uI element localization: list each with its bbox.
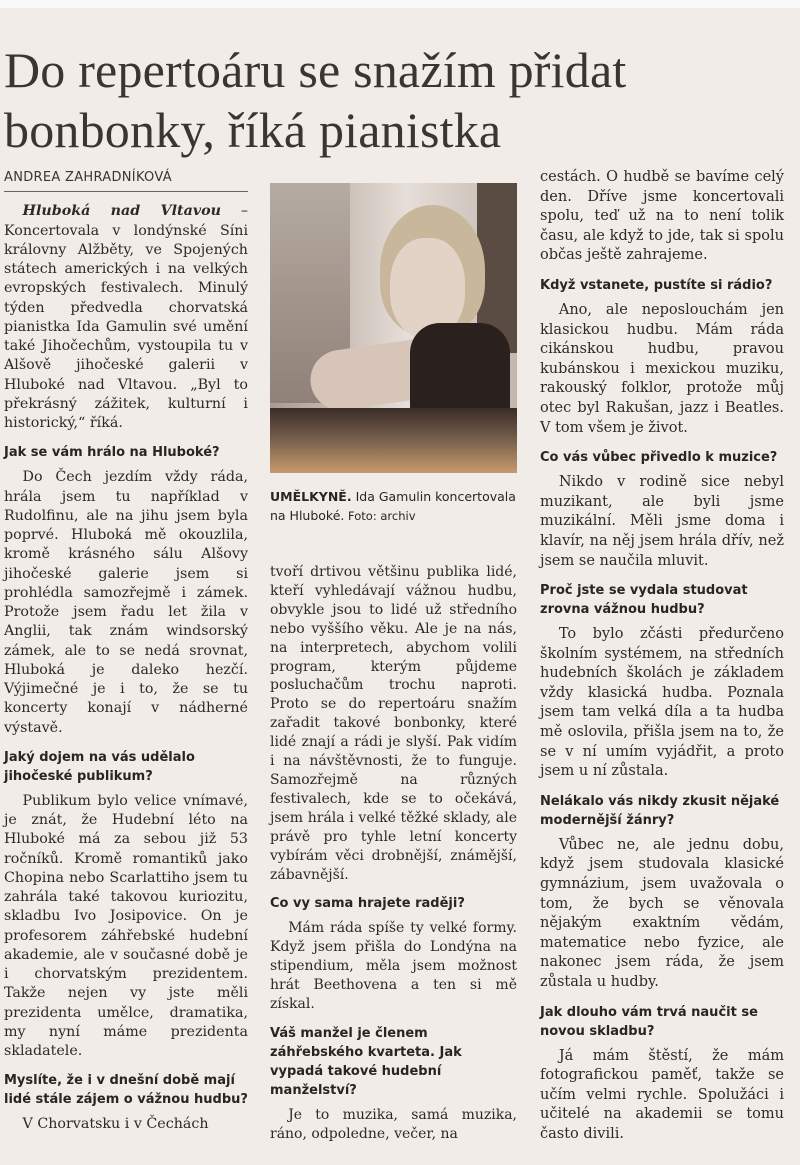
answer-7: Nikdo v rodině sice nebyl muzikant, ale byli jsme muzikální. Měli jsme doma i klavír, na něj jsem hrála dřív, než jsem se naučila mluvit. [540, 474, 784, 569]
photo-piano [270, 408, 517, 473]
dateline: Hluboká nad Vltavou [22, 203, 221, 220]
column-1 [4, 168, 248, 1145]
article-headline: Do repertoáru se snažím přidat bonbonky, říká pianistka [4, 42, 627, 158]
answer-6: Ano, ale neposlouchám jen klasickou hudbu. Mám ráda cikánskou hudbu, pravou kubánskou i mexickou muziku, rakouský folklor, protože můj otec byl Rakušan, jazz i Beatles. V tom všem je život. [540, 301, 784, 436]
question-8: Proč jste se vydala studovat zrovna vážnou hudbu? [540, 583, 748, 618]
question-2: Jaký dojem na vás udělalo jihočeské publikum? [4, 749, 195, 784]
pianist-photo [270, 183, 517, 473]
question-3: Myslíte, že i v dnešní době mají lidé stále zájem o vážnou hudbu? [4, 1073, 248, 1108]
answer-8: To bylo zčásti předurčeno školním systémem, na středních hudebních školách je základem vždy klasická hudba. Poznala jsem tam velká díla a ta hudba mě oslovila, přišla jsem na to, že se v ní umím vyjádřit, a proto jsem u ní zůstala. [540, 626, 784, 780]
answer-5-continued: cestách. O hudbě se bavíme celý den. Dříve jsme koncertovali spolu, teď už na to není tolik času, ale když to jde, tak si spolu občas ještě zahrajeme. [540, 169, 784, 264]
author-byline: ANDREA ZAHRADNÍKOVÁ [4, 168, 248, 192]
lead-text: – Koncertovala v londýnské Síni královny Alžběty, ve Spojených státech amerických i na velkých evropských festivalech. Minulý týden předvedla chorvatská pianistka Ida Gamulin své umění také Jihočechům, vystoupila tu v Alšově jihočeské galerii v Hluboké nad Vltavou. „Byl to překrásný zážitek, kulturní i historický,“ říká. [4, 203, 248, 431]
answer-3-start: V Chorvatsku i v Čechách [22, 1116, 209, 1133]
answer-4: Mám ráda spíše ty velké formy. Když jsem přišla do Londýna na stipendium, měla jsem možnost hrát Beethovena a ten si mě získal. [270, 920, 517, 1013]
answer-3-continued: tvoří drtivou většinu publika lidé, kteří vyhledávají vážnou hudbu, obvykle jsou to lidé už středního nebo vyššího věku. Ale je na nás, na interpretech, abychom volili program, kterým půjdeme posluchačům trochu naproti. Proto se do repertoáru snažím zařadit takové bonbonky, které lidé znají a rádi je slyší. Pak vidím i na návštěvnosti, že to funguje. Samozřejmě na různých festivalech, kde se to očekává, jsem hrála i velké těžké sklady, ale právě pro tyhle letní koncerty vybírám věci drobnější, známější, zábavnější. [270, 564, 517, 883]
answer-1: Do Čech jezdím vždy ráda, hrála jsem tu například v Rudolfinu, ale na jihu jsem byla poprvé. Hluboká mě okouzlila, kromě krásného sálu Alšovy jihočeské galerie jsem si prohlédla samozřejmě i zámek. Protože jsem řadu let žila v Anglii, tak znám windsorský zámek, ale to se nedá srovnat, Hluboká je daleko hezčí. Výjimečné je i to, že se tu koncerty konají v nádherné výstavě. [4, 469, 248, 736]
column-3 [540, 168, 784, 1155]
question-7: Co vás vůbec přivedlo k muzice? [540, 450, 778, 466]
question-10: Jak dlouho vám trvá naučit se novou skladbu? [540, 1004, 758, 1039]
caption-kicker: UMĚLKYNĚ. [270, 489, 352, 504]
answer-10: Já mám štěstí, že mám fotografickou paměť, takže se učím velmi rychle. Spolužáci i učitelé na akademii se tomu často divili. [540, 1047, 784, 1142]
answer-2: Publikum bylo velice vnímavé, je znát, že Hudební léto na Hluboké má za sebou již 53 ročníků. Kromě romantiků jako Chopina nebo Scarlattiho jsem tu zahrála také takovou kuriozitu, skladbu Ivo Josipovice. On je profesorem záhřebské hudební akademie, ale v současné době je i chorvatským prezidentem. Takže nejen vy jste měli prezidenta umělce, dramatika, my nyní máme prezidenta skladatele. [4, 792, 248, 1059]
question-9: Nelákalo vás nikdy zkusit nějaké modernější žánry? [540, 793, 780, 828]
question-5: Váš manžel je členem záhřebského kvarteta. Jak vypadá takové hudební manželství? [270, 1025, 462, 1098]
answer-9: Vůbec ne, ale jednu dobu, když jsem studovala klasické gymnázium, jsem uvažovala o tom, že bych se věnovala nějakým exaktním vědám, matematice nebo fyzice, ale nakonec jsem ráda, že jsem zůstala u hudby. [540, 836, 784, 990]
lead-paragraph [4, 202, 248, 433]
question-6: Když vstanete, pustíte si rádio? [540, 277, 773, 293]
photo-caption [270, 487, 517, 526]
caption-text: Ida Gamulin koncertovala na Hluboké. [270, 489, 516, 523]
caption-credit: Foto: archiv [344, 509, 416, 523]
page-edge [0, 0, 800, 8]
column-2 [270, 563, 517, 1154]
answer-5-start: Je to muzika, samá muzika, ráno, odpoledne, večer, na [270, 1106, 517, 1142]
question-4: Co vy sama hrajete raději? [270, 896, 465, 912]
question-1: Jak se vám hrálo na Hluboké? [4, 445, 220, 461]
